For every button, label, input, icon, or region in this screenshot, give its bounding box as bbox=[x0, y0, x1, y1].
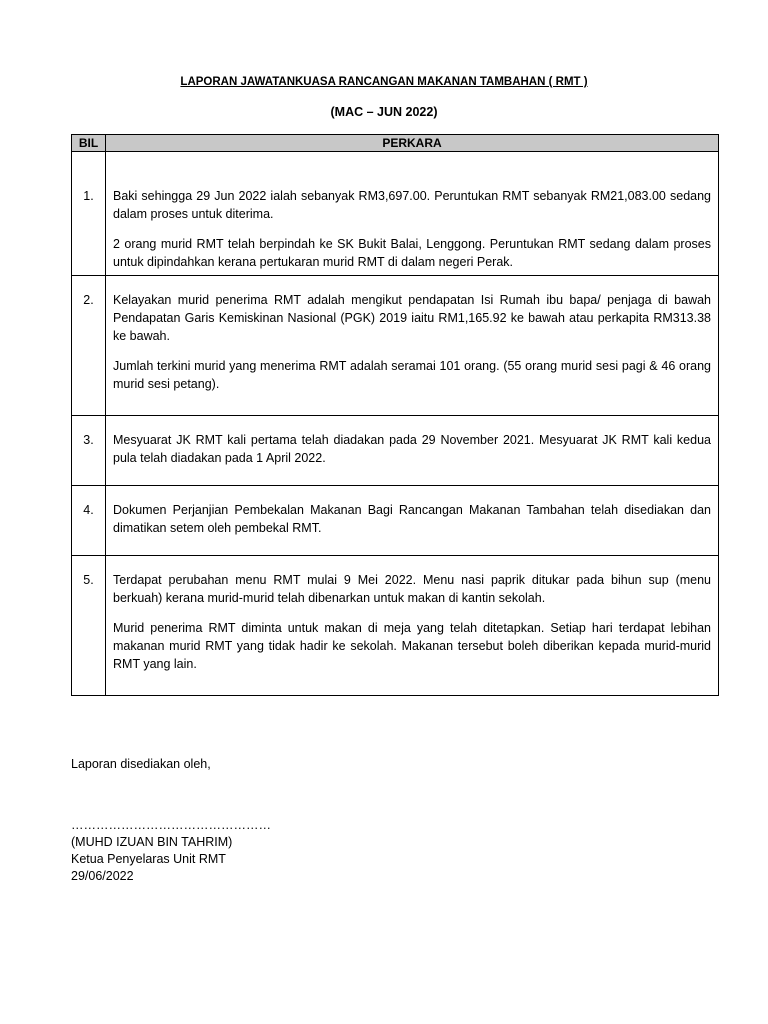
column-header-perkara: PERKARA bbox=[106, 135, 719, 152]
row-number: 2. bbox=[83, 293, 94, 307]
column-header-bil: BIL bbox=[72, 135, 106, 152]
row-number: 5. bbox=[83, 573, 94, 587]
row-content-cell bbox=[106, 152, 719, 276]
row-content-cell bbox=[106, 276, 719, 416]
row-number-cell bbox=[72, 276, 106, 416]
row-number-cell bbox=[72, 486, 106, 556]
row-number-cell bbox=[72, 556, 106, 696]
signature-date: 29/06/2022 bbox=[71, 869, 134, 883]
table-header-row bbox=[72, 135, 719, 152]
table-row bbox=[72, 556, 719, 696]
table-row bbox=[72, 416, 719, 486]
report-table bbox=[71, 134, 719, 696]
row-number-cell bbox=[72, 152, 106, 276]
signatory-position: Ketua Penyelaras Unit RMT bbox=[71, 852, 226, 866]
row-paragraph: Dokumen Perjanjian Pembekalan Makanan Bagi Rancangan Makanan Tambahan telah disediakan dan dimatikan setem oleh pembekal RMT. bbox=[113, 503, 711, 535]
row-paragraph: Murid penerima RMT diminta untuk makan di meja yang telah ditetapkan. Setiap hari terdapat lebihan makanan murid RMT yang tidak hadir ke sekolah. Makanan tersebut boleh diberikan kepada murid-murid RMT yang lain. bbox=[113, 621, 711, 671]
signatory-name: (MUHD IZUAN BIN TAHRIM) bbox=[71, 835, 233, 849]
row-paragraph: 2 orang murid RMT telah berpindah ke SK Bukit Balai, Lenggong. Peruntukan RMT sedang dalam proses untuk dipindahkan kerana pertukaran murid RMT di dalam negeri Perak. bbox=[113, 237, 711, 269]
row-number: 4. bbox=[83, 503, 94, 517]
table-row bbox=[72, 486, 719, 556]
signature-line: ………………………………………… bbox=[71, 818, 271, 832]
table-row bbox=[72, 276, 719, 416]
table-row bbox=[72, 152, 719, 276]
row-number-cell bbox=[72, 416, 106, 486]
document-title: LAPORAN JAWATANKUASA RANCANGAN MAKANAN TAMBAHAN ( RMT ) bbox=[180, 76, 588, 88]
row-paragraph: Mesyuarat JK RMT kali pertama telah diadakan pada 29 November 2021. Mesyuarat JK RMT kali kedua pula telah diadakan pada 1 April 2022. bbox=[113, 433, 711, 465]
row-paragraph: Jumlah terkini murid yang menerima RMT adalah seramai 101 orang. (55 orang murid sesi pagi & 46 orang murid sesi petang). bbox=[113, 359, 711, 391]
prepared-by-label: Laporan disediakan oleh, bbox=[71, 757, 211, 771]
row-number: 3. bbox=[83, 433, 94, 447]
row-paragraph: Terdapat perubahan menu RMT mulai 9 Mei 2022. Menu nasi paprik ditukar pada bihun sup (menu berkuah) kerana murid-murid telah dibenarkan untuk makan di kantin sekolah. bbox=[113, 573, 711, 605]
row-paragraph: Kelayakan murid penerima RMT adalah mengikut pendapatan Isi Rumah ibu bapa/ penjaga di bawah Pendapatan Garis Kemiskinan Nasional (PGK) 2019 iaitu RM1,165.92 ke bawah atau perkapita RM313.38 ke bawah. bbox=[113, 293, 711, 343]
row-number: 1. bbox=[83, 189, 94, 203]
row-content-cell bbox=[106, 556, 719, 696]
signature-block bbox=[71, 817, 271, 885]
row-content-cell bbox=[106, 416, 719, 486]
row-paragraph: Baki sehingga 29 Jun 2022 ialah sebanyak RM3,697.00. Peruntukan RMT sebanyak RM21,083.00 sedang dalam proses untuk diterima. bbox=[113, 189, 711, 221]
row-content-cell bbox=[106, 486, 719, 556]
document-period: (MAC – JUN 2022) bbox=[330, 105, 438, 119]
